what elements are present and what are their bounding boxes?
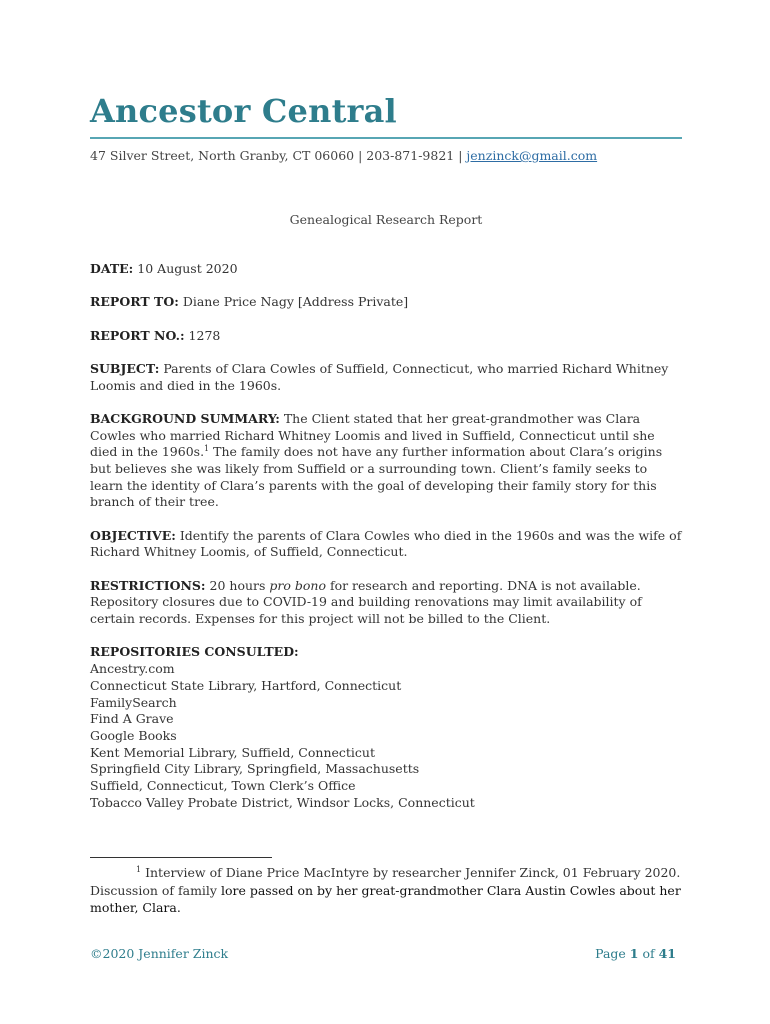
background-field bbox=[90, 411, 684, 511]
report-body bbox=[90, 261, 684, 811]
report-no-value: 1278 bbox=[184, 327, 221, 343]
subject-value: Parents of Clara Cowles of Suffield, Connecticut, who married Richard Whitney Loomis and died in the 1960s. bbox=[90, 360, 669, 393]
footnote-line-2 bbox=[90, 882, 684, 917]
restrictions-text-1: 20 hours bbox=[205, 577, 270, 593]
report-to-field bbox=[90, 294, 684, 311]
subject-label: SUBJECT: bbox=[90, 360, 160, 376]
footer-copyright: ©2020 Jennifer Zinck bbox=[90, 946, 229, 961]
footnote-divider bbox=[90, 857, 272, 858]
header-divider bbox=[90, 137, 682, 139]
restrictions-field bbox=[90, 578, 684, 628]
objective-label: OBJECTIVE: bbox=[90, 527, 176, 543]
footnote-mark: 1 bbox=[136, 864, 142, 874]
background-text-1: The Client stated that her great-grandmother was Clara Cowles who married Richard Whitney Loomis and lived in Suffield, Connecticut until she died in the 1960s. bbox=[90, 410, 655, 460]
footnote-text-2a: Discussion of family bbox=[90, 882, 221, 898]
date-field bbox=[90, 261, 684, 278]
footnote bbox=[90, 864, 684, 917]
objective-value: Identify the parents of Clara Cowles who died in the 1960s and was the wife of Richard Whitney Loomis, of Suffield, Connecticut. bbox=[90, 527, 682, 560]
repositories-label: REPOSITORIES CONSULTED: bbox=[90, 644, 299, 660]
date-label: DATE: bbox=[90, 261, 134, 276]
list-item: Suffield, Connecticut, Town Clerk’s Office bbox=[90, 778, 356, 794]
list-item: Find A Grave bbox=[90, 711, 174, 727]
repositories-section bbox=[90, 644, 684, 811]
page-current: 1 bbox=[629, 946, 639, 961]
objective-field bbox=[90, 528, 684, 561]
repositories-list bbox=[90, 661, 684, 811]
list-item: Kent Memorial Library, Suffield, Connecticut bbox=[90, 744, 375, 760]
list-item: FamilySearch bbox=[90, 694, 177, 710]
report-to-label: REPORT TO: bbox=[90, 294, 179, 310]
list-item: Tobacco Valley Probate District, Windsor Locks, Connecticut bbox=[90, 794, 475, 810]
report-title: Genealogical Research Report bbox=[289, 212, 483, 227]
footnote-text-1: Interview of Diane Price MacIntyre by researcher Jennifer Zinck, 01 February 2020. bbox=[141, 865, 681, 880]
restrictions-italic: pro bono bbox=[269, 577, 326, 593]
report-no-field bbox=[90, 328, 684, 345]
page-of: of bbox=[638, 946, 659, 961]
list-item: Springfield City Library, Springfield, Massachusetts bbox=[90, 761, 420, 777]
date-value: 10 August 2020 bbox=[133, 261, 238, 276]
list-item: Ancestry.com bbox=[90, 661, 175, 677]
page-word: Page bbox=[595, 946, 630, 961]
page-total: 41 bbox=[658, 946, 676, 961]
restrictions-label: RESTRICTIONS: bbox=[90, 577, 206, 593]
report-no-label: REPORT NO.: bbox=[90, 327, 185, 343]
contact-line bbox=[90, 148, 597, 163]
company-name: Ancestor Central bbox=[90, 92, 397, 130]
list-item: Connecticut State Library, Hartford, Connecticut bbox=[90, 677, 402, 693]
restrictions-text-2: for research and reporting. DNA is not available. Repository closures due to COVID-19 and building renovations may limit availability of certain records. Expenses for this project will not be billed to the Client. bbox=[90, 577, 642, 627]
page-number bbox=[595, 946, 676, 961]
footnote-text-2b: lore passed on by her great-grandmother Clara Austin Cowles about her mother, Clara. bbox=[90, 882, 681, 915]
footnote-reference[interactable]: 1 bbox=[204, 444, 210, 454]
report-to-value: Diane Price Nagy [Address Private] bbox=[178, 294, 409, 310]
list-item: Google Books bbox=[90, 727, 177, 743]
background-text-2: The family does not have any further information about Clara’s origins but believes she was likely from Suffield or a surrounding town. Client’s family seeks to learn the identity of Clara’s parents with the goal of developing their family story for this branch of their tree. bbox=[90, 444, 663, 510]
subject-field bbox=[90, 361, 684, 394]
email-link[interactable]: jenzinck@gmail.com bbox=[466, 148, 598, 163]
contact-text: 47 Silver Street, North Granby, CT 06060 | 203-871-9821 | bbox=[90, 148, 467, 163]
footnote-line-1 bbox=[90, 864, 684, 882]
background-label: BACKGROUND SUMMARY: bbox=[90, 410, 280, 426]
